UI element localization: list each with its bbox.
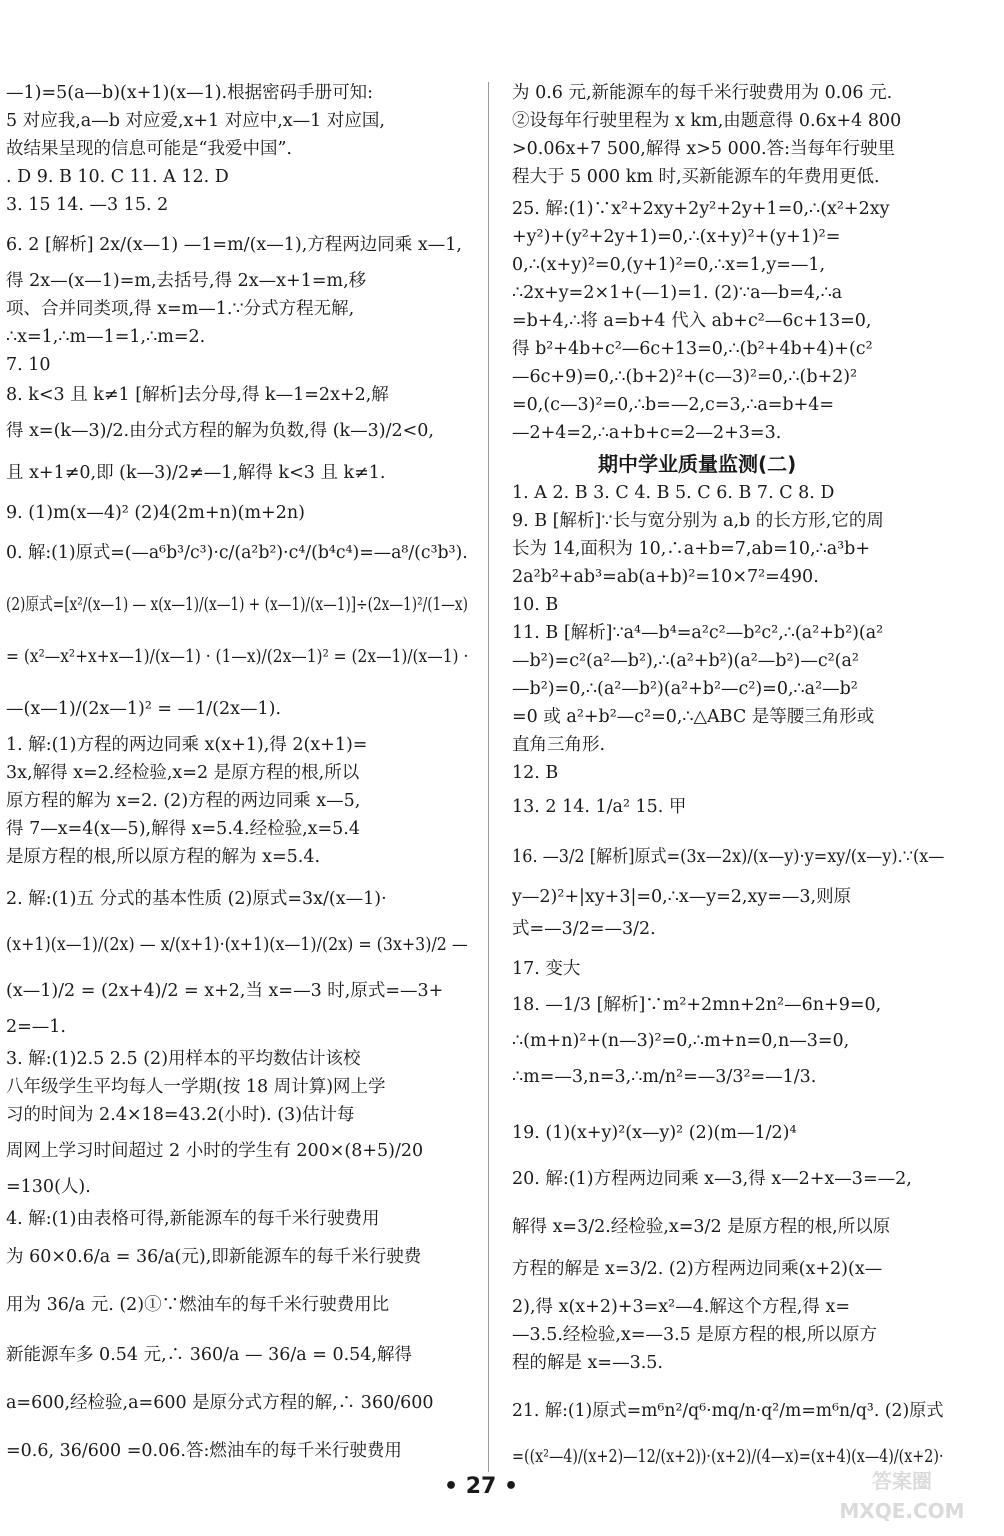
answer-line: —6c+9)=0,∴(b+2)²+(c—3)²=0,∴(b+2)² <box>512 367 858 387</box>
answer-line: 1. 解:(1)方程的两边同乘 x(x+1),得 2(x+1)= <box>6 735 368 755</box>
answer-line: 1. A 2. B 3. C 4. B 5. C 6. B 7. C 8. D <box>512 483 835 503</box>
answer-line: —1)=5(a—b)(x+1)(x—1).根据密码手册可知: <box>6 83 373 103</box>
answer-line: 周网上学习时间超过 2 小时的学生有 200×(8+5)/20 <box>6 1141 424 1161</box>
answer-line: 是原方程的根,所以原方程的解为 x=5.4. <box>6 847 321 867</box>
answer-line: = (x²—x²+x+x—1)/(x—1) · (1—x)/(2x—1)² = (2x—1)/(x—1) · <box>6 647 469 667</box>
answer-line: 13. 2 14. 1/a² 15. 甲 <box>512 797 687 817</box>
answer-line: (x—1)/2 = (2x+4)/2 = x+2,当 x=—3 时,原式=—3+ <box>6 981 444 1001</box>
answer-line: 5 对应我,a—b 对应爱,x+1 对应中,x—1 对应国, <box>6 111 385 131</box>
answer-line: 6. 2 [解析] 2x/(x—1) —1=m/(x—1),方程两边同乘 x—1, <box>6 235 462 255</box>
answer-line: =b+4,∴将 a=b+4 代入 ab+c²—6c+13=0, <box>512 311 872 331</box>
answer-line: 8. k<3 且 k≠1 [解析]去分母,得 k—1=2x+2,解 <box>6 385 389 405</box>
answer-line: —(x—1)/(2x—1)² = —1/(2x—1). <box>6 699 282 719</box>
answer-line: 17. 变大 <box>512 959 581 979</box>
answer-line: 12. B <box>512 763 559 783</box>
answer-line: 得 b²+4b+c²—6c+13=0,∴(b²+4b+4)+(c² <box>512 339 873 359</box>
answer-line: 2),得 x(x+2)+3=x²—4.解这个方程,得 x= <box>512 1297 850 1317</box>
answer-line: —b²)=c²(a²—b²),∴(a²+b²)(a²—b²)—c²(a² <box>512 651 859 671</box>
answer-line: 解得 x=3/2.经检验,x=3/2 是原方程的根,所以原 <box>512 1217 891 1237</box>
answer-line: ∴(m+n)²+(n—3)²=0,∴m+n=0,n—3=0, <box>512 1031 850 1051</box>
answer-line: 程的解是 x=—3.5. <box>512 1353 663 1373</box>
answer-line: =0 或 a²+b²—c²=0,∴△ABC 是等腰三角形或 <box>512 707 875 727</box>
answer-line: 2a²b²+ab³=ab(a+b)²=10×7²=490. <box>512 567 819 587</box>
answer-line: 得 2x—(x—1)=m,去括号,得 2x—x+1=m,移 <box>6 271 367 291</box>
answer-line: ∴m=—3,n=3,∴m/n²=—3/3²=—1/3. <box>512 1067 817 1087</box>
answer-line: 得 7—x=4(x—5),解得 x=5.4.经检验,x=5.4 <box>6 819 360 839</box>
answer-line: 程大于 5 000 km 时,买新能源车的年费用更低. <box>512 167 880 187</box>
watermark-site: MXQE.COM <box>839 1499 965 1523</box>
answer-line: 20. 解:(1)方程两边同乘 x—3,得 x—2+x—3=—2, <box>512 1169 912 1189</box>
answer-line: 3. 解:(1)2.5 2.5 (2)用样本的平均数估计该校 <box>6 1049 361 1069</box>
answer-line: 为 60×0.6/a = 36/a(元),即新能源车的每千米行驶费 <box>6 1247 422 1267</box>
answer-line: 16. —3/2 [解析]原式=(3x—2x)/(x—y)·y=xy/(x—y).∵(x— <box>512 847 945 867</box>
answer-line: 25. 解:(1)∵x²+2xy+2y²+2y+1=0,∴(x²+2xy <box>512 199 890 219</box>
answer-line: 3. 15 14. —3 15. 2 <box>6 195 169 215</box>
answer-line: 2=—1. <box>6 1017 66 1037</box>
site-watermark-logo <box>816 1458 988 1528</box>
answer-line: =0.6, 36/600 =0.06.答:燃油车的每千米行驶费用 <box>6 1441 402 1461</box>
answer-line: a=600,经检验,a=600 是原分式方程的解,∴ 360/600 <box>6 1393 434 1413</box>
answer-line: 长为 14,面积为 10,∴a+b=7,ab=10,∴a³b+ <box>512 539 871 559</box>
answer-line: 原方程的解为 x=2. (2)方程的两边同乘 x—5, <box>6 791 361 811</box>
answer-line: 9. B [解析]∵长与宽分别为 a,b 的长方形,它的周 <box>512 511 884 531</box>
answer-line: 习的时间为 2.4×18=43.2(小时). (3)估计每 <box>6 1105 355 1125</box>
column-divider <box>488 82 489 1472</box>
answer-line: 4. 解:(1)由表格可得,新能源车的每千米行驶费用 <box>6 1209 380 1229</box>
answer-line: 21. 解:(1)原式=m⁶n²/q⁶·mq/n·q²/m=m⁶n/q³. (2)原式 <box>512 1401 944 1421</box>
answer-line: (x+1)(x—1)/(2x) — x/(x+1)·(x+1)(x—1)/(2x) = (3x+3)/2 — <box>6 935 468 955</box>
answer-line: >0.06x+7 500,解得 x>5 000.答:当每年行驶里 <box>512 139 895 159</box>
answer-line: =130(人). <box>6 1177 91 1197</box>
answer-line: 且 x+1≠0,即 (k—3)/2≠—1,解得 k<3 且 k≠1. <box>6 463 386 483</box>
answer-line: —3.5.经检验,x=—3.5 是原方程的根,所以原方 <box>512 1325 877 1345</box>
answer-line: 0. 解:(1)原式=(—a⁶b³/c³)·c/(a²b²)·c⁴/(b⁴c⁴)=—a⁸/(c³b³). <box>6 543 468 563</box>
answer-line: +y²)+(y²+2y+1)=0,∴(x+y)²+(y+1)²= <box>512 227 841 247</box>
answer-line: 直角三角形. <box>512 735 606 755</box>
answer-line: ∴x=1,∴m—1=1,∴m=2. <box>6 327 206 347</box>
answer-line: 0,∴(x+y)²=0,(y+1)²=0,∴x=1,y=—1, <box>512 255 826 275</box>
section-heading: 期中学业质量监测(二) <box>598 452 797 476</box>
answer-line: —b²)=0,∴(a²—b²)(a²+b²—c²)=0,∴a²—b² <box>512 679 858 699</box>
answer-line: ∴2x+y=2×1+(—1)=1. (2)∵a—b=4,∴a <box>512 283 843 303</box>
answer-line: 9. (1)m(x—4)² (2)4(2m+n)(m+2n) <box>6 503 305 523</box>
watermark-brand: 答案圈 <box>872 1469 932 1493</box>
answer-line: ②设每年行驶里程为 x km,由题意得 0.6x+4 800 <box>512 111 902 131</box>
page-number: • 27 • <box>444 1474 519 1499</box>
answer-line: —2+4=2,∴a+b+c=2—2+3=3. <box>512 423 782 443</box>
answer-line: (2)原式=[x²/(x—1) — x(x—1)/(x—1) + (x—1)/(x—1)]÷(2x—1)²/(1—x) <box>6 595 468 615</box>
answer-line: 项、合并同类项,得 x=m—1.∵分式方程无解, <box>6 299 355 319</box>
answer-line: =0,(c—3)²=0,∴b=—2,c=3,∴a=b+4= <box>512 395 835 415</box>
answer-line: 八年级学生平均每人一学期(按 18 周计算)网上学 <box>6 1077 386 1097</box>
answer-line: 11. B [解析]∵a⁴—b⁴=a²c²—b²c²,∴(a²+b²)(a² <box>512 623 884 643</box>
answer-line: y—2)²+|xy+3|=0,∴x—y=2,xy=—3,则原 <box>512 887 852 907</box>
answer-line: 7. 10 <box>6 355 51 375</box>
answer-line: 故结果呈现的信息可能是“我爱中国”. <box>6 139 292 159</box>
answer-line: 式=—3/2=—3/2. <box>512 919 656 939</box>
answer-line: 18. —1/3 [解析]∵m²+2mn+2n²—6n+9=0, <box>512 995 882 1015</box>
answer-line: =((x²—4)/(x+2)—12/(x+2))·(x+2)/(4—x)=(x+4)(x—4)/(x+2)· <box>512 1447 944 1467</box>
answer-line: 用为 36/a 元. (2)①∵燃油车的每千米行驶费用比 <box>6 1295 390 1315</box>
answer-line: 得 x=(k—3)/2.由分式方程的解为负数,得 (k—3)/2<0, <box>6 421 434 441</box>
answer-line: 方程的解是 x=3/2. (2)方程两边同乘(x+2)(x— <box>512 1259 883 1279</box>
answer-line: 新能源车多 0.54 元,∴ 360/a — 36/a = 0.54,解得 <box>6 1345 412 1365</box>
answer-line: 10. B <box>512 595 559 615</box>
answer-line: 19. (1)(x+y)²(x—y)² (2)(m—1/2)⁴ <box>512 1123 797 1143</box>
answer-line: 2. 解:(1)五 分式的基本性质 (2)原式=3x/(x—1)· <box>6 889 387 909</box>
answer-line: . D 9. B 10. C 11. A 12. D <box>6 167 229 187</box>
answer-line: 为 0.6 元,新能源车的每千米行驶费用为 0.06 元. <box>512 83 893 103</box>
answer-line: 3x,解得 x=2.经检验,x=2 是原方程的根,所以 <box>6 763 360 783</box>
